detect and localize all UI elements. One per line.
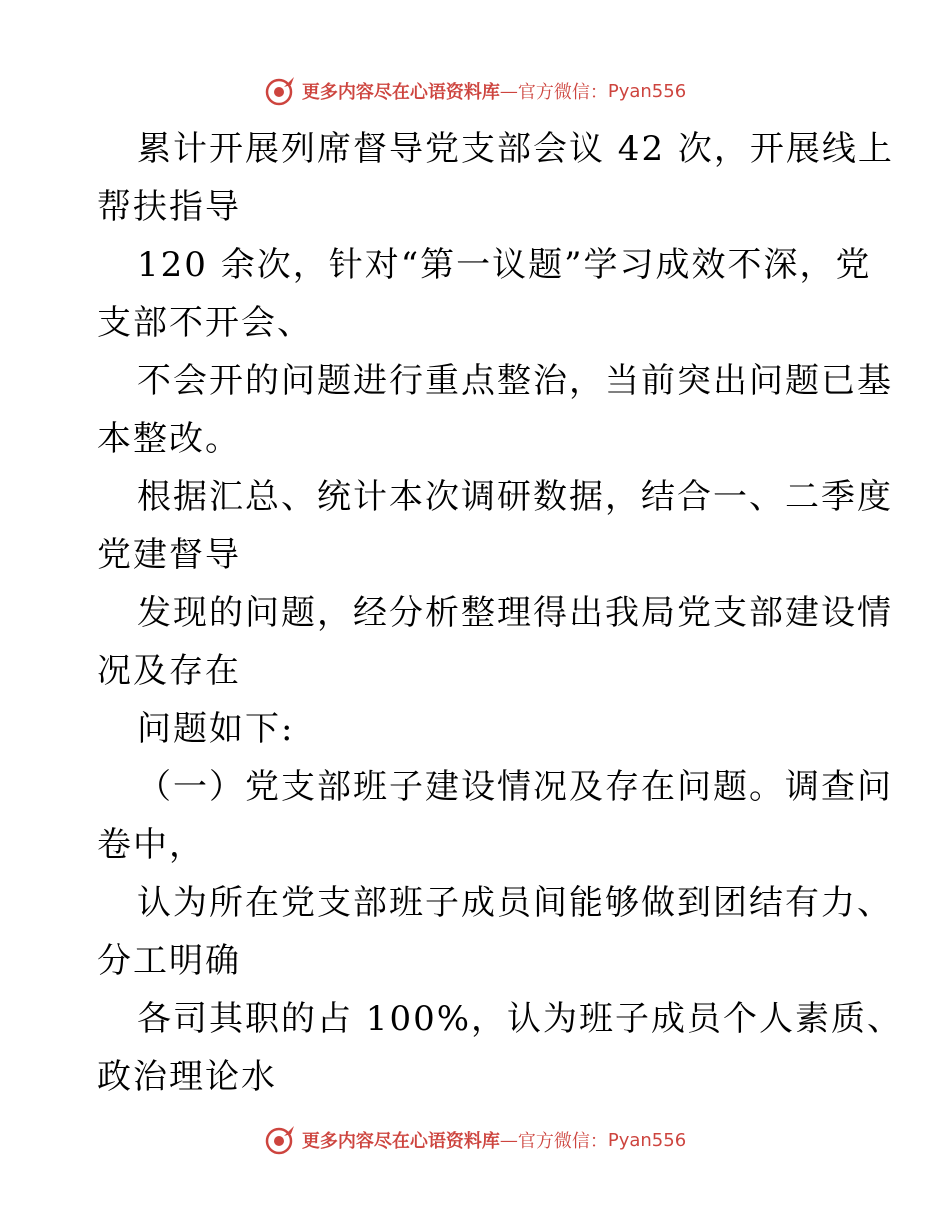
text-line: 发现的问题，经分析整理得出我局党支部建设情 — [137, 593, 893, 633]
text-line: 各司其职的占 100%，认为班子成员个人素质、 — [137, 999, 904, 1039]
quill-seal-icon — [264, 75, 296, 107]
watermark-header — [0, 71, 950, 111]
text-line: 累计开展列席督导党支部会议 42 次，开展线上 — [137, 129, 894, 169]
text-line: 支部不开会、 — [97, 303, 313, 343]
text-line: 本整改。 — [97, 419, 241, 459]
quill-seal-icon — [264, 1124, 296, 1156]
text-line: 卷中， — [97, 825, 205, 865]
text-line: 况及存在 — [97, 651, 241, 691]
text-line: 政治理论水 — [97, 1057, 277, 1097]
text-line: 不会开的问题进行重点整治，当前突出问题已基 — [137, 361, 893, 401]
watermark-wechat-id: Pyan556 — [607, 80, 687, 102]
document-body — [97, 120, 904, 1106]
text-line: （一）党支部班子建设情况及存在问题。调查问 — [137, 767, 893, 807]
watermark-wechat-id: Pyan556 — [607, 1129, 687, 1151]
text-line: 党建督导 — [97, 535, 241, 575]
text-line: 120 余次，针对“第一议题”学习成效不深，党 — [137, 245, 872, 285]
watermark-wechat-label: 官方微信： — [517, 82, 608, 103]
watermark-text: 更多内容尽在心语资料库 — [301, 82, 500, 103]
watermark-wechat-label: 官方微信： — [517, 1131, 608, 1152]
text-line: 帮扶指导 — [97, 187, 241, 227]
watermark-dash: — — [499, 80, 518, 102]
watermark-dash: — — [499, 1129, 518, 1151]
watermark-footer — [0, 1120, 950, 1160]
text-line: 根据汇总、统计本次调研数据，结合一、二季度 — [137, 477, 893, 517]
text-line: 认为所在党支部班子成员间能够做到团结有力、 — [137, 883, 893, 923]
text-line: 分工明确 — [97, 941, 241, 981]
watermark-text: 更多内容尽在心语资料库 — [301, 1131, 500, 1152]
text-line: 问题如下: — [137, 709, 295, 749]
